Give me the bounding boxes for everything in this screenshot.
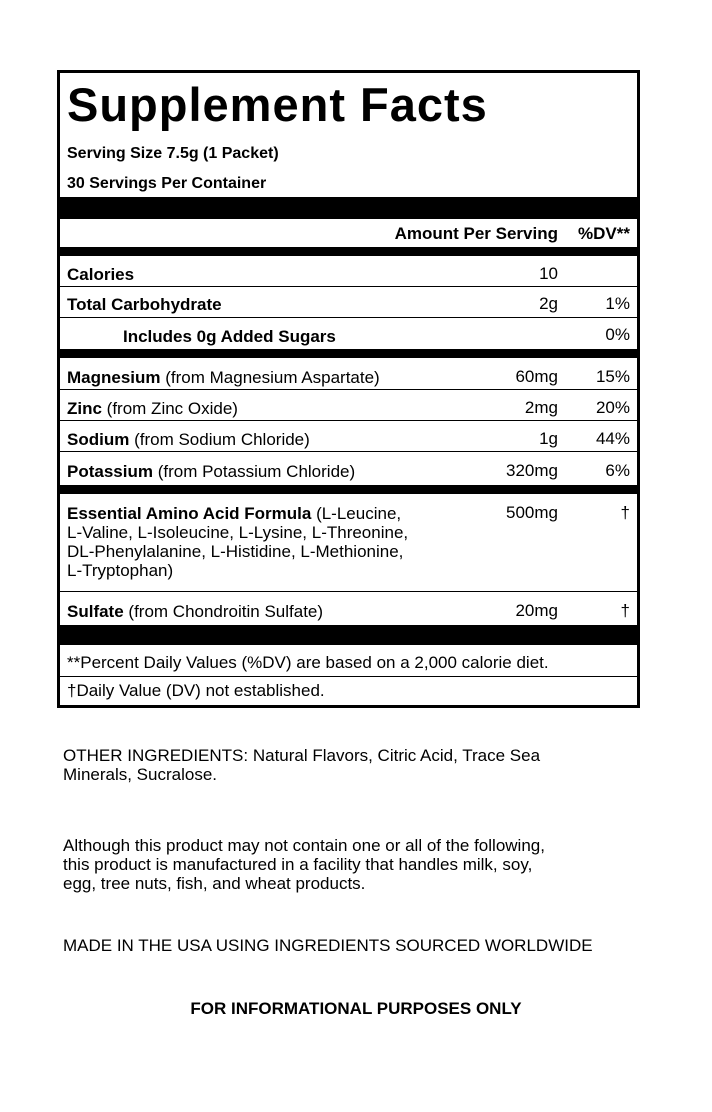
allergen-statement bbox=[63, 836, 545, 893]
header-amount: Amount Per Serving bbox=[394, 224, 558, 243]
allergen-line: egg, tree nuts, fish, and wheat products. bbox=[63, 874, 366, 893]
other-ingredients-line: Minerals, Sucralose. bbox=[63, 765, 218, 784]
total-carb-dv: 1% bbox=[605, 294, 630, 313]
sulfate-dv: † bbox=[620, 601, 630, 620]
amino-name: Essential Amino Acid Formula bbox=[67, 504, 312, 523]
other-ingredients bbox=[63, 746, 540, 784]
footnote-dagger: †Daily Value (DV) not established. bbox=[67, 681, 325, 700]
divider bbox=[60, 420, 637, 421]
mineral-dv: 20% bbox=[595, 398, 630, 417]
mineral-name: Magnesium bbox=[67, 368, 161, 387]
amino-dv: † bbox=[620, 503, 630, 522]
servings-per-container: 30 Servings Per Container bbox=[67, 175, 267, 192]
mineral-amount: 1g bbox=[539, 429, 558, 448]
mineral-amount: 60mg bbox=[515, 367, 558, 386]
mineral-source: (from Sodium Chloride) bbox=[129, 430, 310, 449]
mineral-name: Zinc bbox=[67, 399, 102, 418]
added-sugars-dv: 0% bbox=[605, 325, 630, 344]
thick-divider bbox=[60, 247, 637, 256]
mineral-name: Potassium bbox=[67, 462, 153, 481]
amino-line3: DL-Phenylalanine, L-Histidine, L-Methionine, bbox=[67, 542, 404, 561]
mineral-name: Sodium bbox=[67, 430, 130, 449]
total-carb-label: Total Carbohydrate bbox=[67, 295, 222, 314]
mineral-dv: 6% bbox=[605, 461, 630, 480]
informational-notice: FOR INFORMATIONAL PURPOSES ONLY bbox=[190, 999, 522, 1018]
amino-line2: L-Valine, L-Isoleucine, L-Lysine, L-Threonine, bbox=[67, 523, 409, 542]
mineral-source: (from Potassium Chloride) bbox=[152, 462, 356, 481]
footnote-dv: **Percent Daily Values (%DV) are based on a 2,000 calorie diet. bbox=[67, 653, 549, 672]
amino-line4: L-Tryptophan) bbox=[67, 561, 174, 580]
sulfate-amount: 20mg bbox=[515, 601, 558, 620]
amino-line1: (L-Leucine, bbox=[311, 504, 402, 523]
divider bbox=[60, 591, 637, 592]
header-dv: %DV** bbox=[578, 224, 630, 243]
mineral-source: (from Zinc Oxide) bbox=[101, 399, 238, 418]
total-carb-amount: 2g bbox=[539, 294, 558, 313]
thick-divider bbox=[60, 349, 637, 358]
thick-divider bbox=[60, 485, 637, 494]
mineral-amount: 320mg bbox=[506, 461, 558, 480]
calories-label: Calories bbox=[67, 265, 135, 284]
thick-divider bbox=[60, 197, 637, 219]
amino-amount: 500mg bbox=[506, 503, 558, 522]
thick-divider bbox=[60, 625, 637, 645]
mineral-dv: 44% bbox=[595, 429, 630, 448]
divider bbox=[60, 451, 637, 452]
allergen-line: Although this product may not contain one or all of the following, bbox=[63, 836, 545, 855]
sulfate-name: Sulfate bbox=[67, 602, 124, 621]
mineral-source: (from Magnesium Aspartate) bbox=[160, 368, 380, 387]
sulfate-source: (from Chondroitin Sulfate) bbox=[123, 602, 324, 621]
panel-title: Supplement Facts bbox=[67, 78, 488, 131]
made-in-statement: MADE IN THE USA USING INGREDIENTS SOURCED WORLDWIDE bbox=[63, 936, 593, 955]
other-ingredients-line: OTHER INGREDIENTS: Natural Flavors, Citric Acid, Trace Sea bbox=[63, 746, 541, 765]
mineral-dv: 15% bbox=[595, 367, 630, 386]
allergen-line: this product is manufactured in a facility that handles milk, soy, bbox=[63, 855, 533, 874]
mineral-amount: 2mg bbox=[524, 398, 558, 417]
divider bbox=[60, 286, 637, 287]
added-sugars-label: Includes 0g Added Sugars bbox=[123, 327, 336, 346]
divider bbox=[60, 317, 637, 318]
serving-size: Serving Size 7.5g (1 Packet) bbox=[67, 145, 279, 162]
calories-amount: 10 bbox=[539, 264, 558, 283]
divider bbox=[60, 676, 637, 677]
divider bbox=[60, 389, 637, 390]
supplement-facts-panel bbox=[57, 70, 640, 708]
